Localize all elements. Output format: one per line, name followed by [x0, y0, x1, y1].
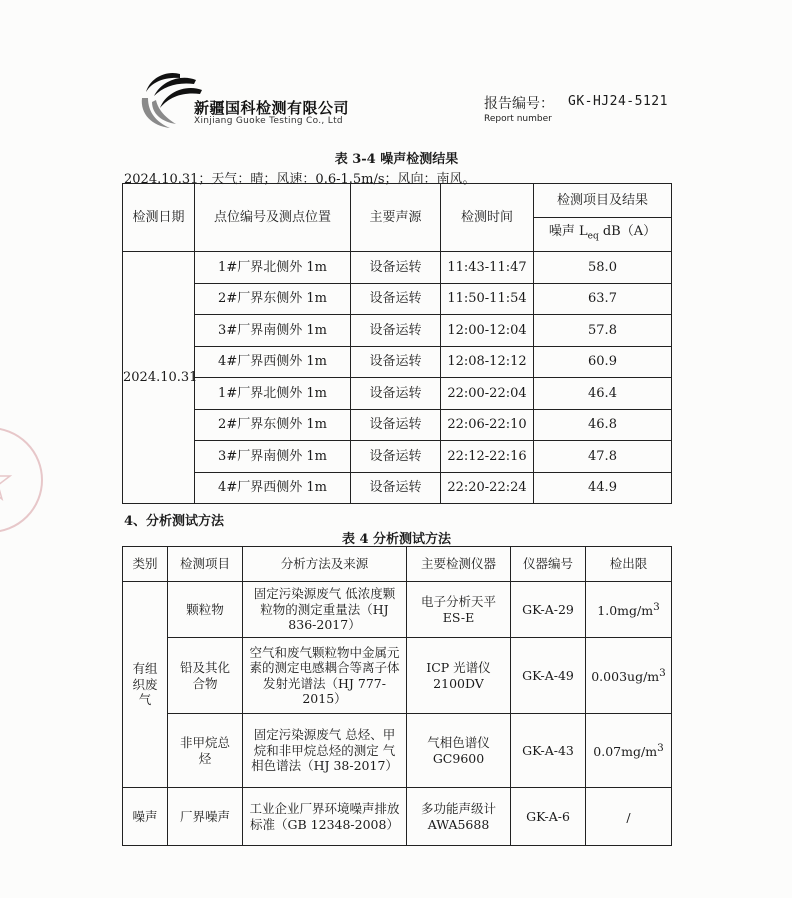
limit-exponent: 3 [659, 667, 666, 680]
cell-category: 有组织废气 [123, 582, 168, 788]
cell-item: 厂界噪声 [168, 788, 243, 846]
header-date: 检测日期 [123, 184, 195, 252]
cell-time: 11:50-11:54 [441, 283, 534, 315]
limit-value: 0.003ug/m [591, 669, 660, 685]
table-row [123, 582, 672, 638]
report-number: GK-HJ24-5121 [568, 94, 668, 109]
cell-time: 12:00-12:04 [441, 315, 534, 347]
header-limit: 检出限 [586, 547, 672, 582]
cell-method: 固定污染源废气 低浓度颗粒物的测定重量法（HJ 836-2017） [243, 582, 407, 638]
cell-point: 1#厂界北侧外 1m [195, 252, 351, 284]
table-header-row [123, 547, 672, 582]
limit-value: 1.0mg/m [597, 603, 654, 619]
noise-table-meta: 2024.10.31；天气：晴；风速：0.6-1.5m/s；风向：南风。 [124, 172, 476, 187]
cell-limit [586, 788, 672, 846]
cell-date: 2024.10.31 [123, 252, 195, 504]
cell-point: 2#厂界东侧外 1m [195, 409, 351, 441]
table-row [123, 283, 672, 315]
table-row [123, 714, 672, 788]
cell-value: 58.0 [534, 252, 672, 284]
cell-method: 空气和废气颗粒物中金属元素的测定电感耦合等离子体发射光谱法（HJ 777-2015） [243, 638, 407, 714]
limit-exponent: 3 [657, 742, 664, 755]
table-row [123, 472, 672, 504]
table-row [123, 378, 672, 410]
table-header-row [123, 184, 672, 218]
noise-results-table [122, 183, 672, 504]
table-row [123, 346, 672, 378]
cell-point: 3#厂界南侧外 1m [195, 441, 351, 473]
header-result-pre: 噪声 L [548, 224, 588, 240]
header-result-sub: eq [587, 231, 599, 242]
cell-source: 设备运转 [351, 346, 441, 378]
cell-item: 颗粒物 [168, 582, 243, 638]
section-heading: 4、分析测试方法 [124, 514, 225, 529]
cell-value: 63.7 [534, 283, 672, 315]
cell-source: 设备运转 [351, 252, 441, 284]
header-instrument: 主要检测仪器 [407, 547, 511, 582]
noise-table-title: 表 3-4 噪声检测结果 [334, 152, 459, 167]
table-row [123, 315, 672, 347]
header-method: 分析方法及来源 [243, 547, 407, 582]
company-name-en: Xinjiang Guoke Testing Co., Ltd [194, 116, 343, 126]
table-row [123, 441, 672, 473]
cell-source: 设备运转 [351, 441, 441, 473]
cell-instrument-no: GK-A-43 [511, 714, 586, 788]
cell-instrument: 气相色谱仪 GC9600 [407, 714, 511, 788]
cell-value: 46.4 [534, 378, 672, 410]
cell-limit [586, 582, 672, 638]
cell-item: 铅及其化合物 [168, 638, 243, 714]
cell-category: 噪声 [123, 788, 168, 846]
cell-point: 1#厂界北侧外 1m [195, 378, 351, 410]
header-source: 主要声源 [351, 184, 441, 252]
cell-time: 22:00-22:04 [441, 378, 534, 410]
cell-point: 4#厂界西侧外 1m [195, 346, 351, 378]
company-name-cn: 新疆国科检测有限公司 [194, 99, 350, 117]
header-result-post: dB（A） [598, 224, 657, 240]
cell-source: 设备运转 [351, 378, 441, 410]
cell-instrument-no: GK-A-29 [511, 582, 586, 638]
cell-point: 3#厂界南侧外 1m [195, 315, 351, 347]
cell-time: 22:06-22:10 [441, 409, 534, 441]
cell-limit [586, 638, 672, 714]
cell-time: 11:43-11:47 [441, 252, 534, 284]
cell-method: 工业企业厂界环境噪声排放标准（GB 12348-2008） [243, 788, 407, 846]
report-number-label-en: Report number [484, 114, 552, 124]
cell-point: 4#厂界西侧外 1m [195, 472, 351, 504]
cell-time: 22:20-22:24 [441, 472, 534, 504]
header-time: 检测时间 [441, 184, 534, 252]
report-number-label: 报告编号： [484, 96, 554, 112]
cell-value: 57.8 [534, 315, 672, 347]
cell-value: 46.8 [534, 409, 672, 441]
header-item: 检测项目 [168, 547, 243, 582]
cell-time: 12:08-12:12 [441, 346, 534, 378]
cell-point: 2#厂界东侧外 1m [195, 283, 351, 315]
cell-value: 44.9 [534, 472, 672, 504]
header-category: 类别 [123, 547, 168, 582]
cell-time: 22:12-22:16 [441, 441, 534, 473]
cell-instrument: ICP 光谱仪 2100DV [407, 638, 511, 714]
header-point: 点位编号及测点位置 [195, 184, 351, 252]
table-row [123, 409, 672, 441]
table-row [123, 638, 672, 714]
cell-method: 固定污染源废气 总烃、甲烷和非甲烷总烃的测定 气相色谱法（HJ 38-2017） [243, 714, 407, 788]
cell-source: 设备运转 [351, 409, 441, 441]
limit-value: / [626, 810, 631, 826]
methods-table [122, 546, 672, 846]
header-result [534, 218, 672, 252]
table-row [123, 252, 672, 284]
cell-limit [586, 714, 672, 788]
cell-instrument: 电子分析天平 ES-E [407, 582, 511, 638]
limit-exponent: 3 [653, 601, 660, 614]
cell-value: 47.8 [534, 441, 672, 473]
cell-source: 设备运转 [351, 472, 441, 504]
methods-table-title: 表 4 分析测试方法 [341, 532, 452, 547]
cell-source: 设备运转 [351, 283, 441, 315]
limit-value: 0.07mg/m [593, 744, 658, 760]
cell-instrument: 多功能声级计 AWA5688 [407, 788, 511, 846]
cell-instrument-no: GK-A-49 [511, 638, 586, 714]
header-result-group: 检测项目及结果 [534, 184, 672, 218]
cell-instrument-no: GK-A-6 [511, 788, 586, 846]
cell-item: 非甲烷总烃 [168, 714, 243, 788]
cell-value: 60.9 [534, 346, 672, 378]
cell-source: 设备运转 [351, 315, 441, 347]
seal-stamp [0, 400, 50, 560]
header-instrument-no: 仪器编号 [511, 547, 586, 582]
table-row [123, 788, 672, 846]
